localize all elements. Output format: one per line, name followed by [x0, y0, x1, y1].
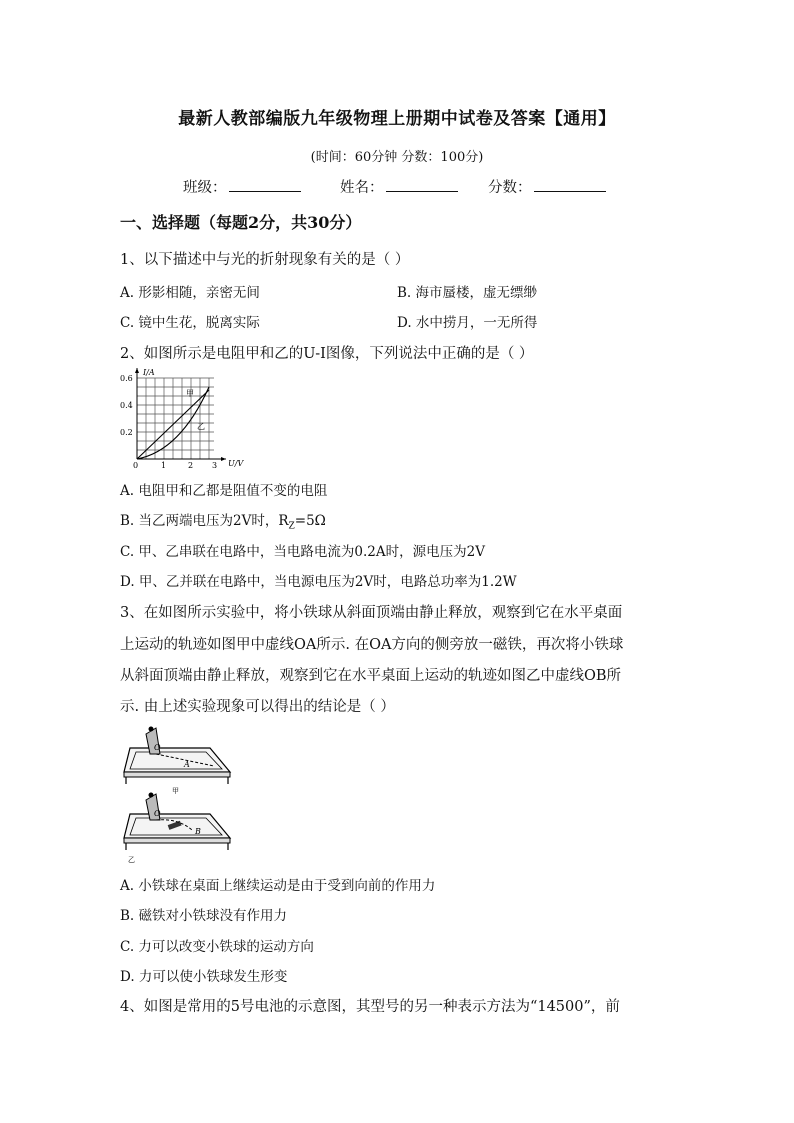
q2-ui-graph — [118, 366, 248, 474]
q3-stem-line: 上运动的轨迹如图甲中虚线OA所示. 在OA方向的侧旁放一磁铁，再次将小铁球 — [120, 637, 624, 653]
q3-option-b: B. 磁铁对小铁球没有作用力 — [120, 908, 288, 924]
y-axis-arrow — [135, 368, 139, 373]
iron-ball-jia — [149, 727, 154, 732]
label-o-yi: O — [154, 809, 161, 818]
q1-stem: 1、以下描述中与光的折射现象有关的是（ ） — [120, 252, 410, 268]
table-jia — [124, 727, 230, 796]
q3-option-c: C. 力可以改变小铁球的运动方向 — [120, 939, 314, 955]
section-heading: 一、选择题（每题2分，共30分） — [120, 213, 362, 232]
x-axis-arrow — [221, 457, 226, 461]
y-tick-label: 0.6 — [120, 374, 133, 383]
graph-ylabel: I/A — [143, 368, 155, 377]
label-b: B — [195, 827, 201, 836]
label-yi: 乙 — [197, 422, 205, 431]
q3-option-d: D. 力可以使小铁球发生形变 — [120, 969, 288, 985]
q1-option-b: B. 海市蜃楼，虚无缥缈 — [397, 285, 538, 301]
q3-stem-line: 示. 由上述实验现象可以得出的结论是（ ） — [120, 699, 395, 715]
iron-ball-yi — [149, 793, 154, 798]
q2-option-c: C. 甲、乙串联在电路中，当电路电流为0.2A时，源电压为2V — [120, 544, 485, 560]
graph-grid — [137, 378, 214, 459]
label-jia: 甲 — [186, 389, 194, 398]
page-title: 最新人教部编版九年级物理上册期中试卷及答案【通用】 — [178, 109, 616, 129]
label-a: A — [184, 760, 190, 769]
name-field — [340, 176, 458, 197]
name-blank — [386, 177, 458, 192]
q2-option-b-subscript: Z — [288, 521, 295, 532]
q2-option-d: D. 甲、乙并联在电路中，当电源电压为2V时，电路总功率为1.2W — [120, 574, 517, 590]
label-o-jia: O — [154, 743, 161, 752]
class-blank — [229, 177, 301, 192]
q1-option-a: A. 形影相随，亲密无间 — [120, 285, 260, 301]
exam-time-score: (时间：60分钟 分数：100分) — [310, 150, 484, 165]
y-tick-label: 0.4 — [120, 401, 133, 410]
score-blank — [534, 177, 606, 192]
q2-option-b — [120, 509, 326, 532]
score-field — [488, 176, 606, 197]
class-field — [183, 176, 301, 197]
q4-stem-line: 4、如图是常用的5号电池的示意图，其型号的另一种表示方法为“14500”，前 — [120, 999, 620, 1015]
q2-option-b-text: B. 当乙两端电压为2V时，R — [120, 513, 289, 529]
score-label: 分数： — [488, 180, 532, 196]
graph-xlabel: U/V — [228, 459, 244, 468]
name-label: 姓名： — [340, 180, 384, 196]
x-tick-label: 3 — [212, 461, 218, 470]
x-tick-label: 0 — [133, 461, 139, 470]
q1-option-c: C. 镜中生花，脱离实际 — [120, 315, 260, 331]
q3-stem-line: 3、在如图所示实验中，将小铁球从斜面顶端由静止释放，观察到它在水平桌面 — [120, 605, 623, 621]
y-tick-label: 0.2 — [120, 428, 133, 437]
q3-option-a: A. 小铁球在桌面上继续运动是由于受到向前的作用力 — [120, 878, 436, 894]
q2-option-b-value: =5Ω — [294, 513, 326, 529]
q2-option-a: A. 电阻甲和乙都是阻值不变的电阻 — [120, 483, 328, 499]
q3-stem-line: 从斜面顶端由静止释放，观察到它在水平桌面上运动的轨迹如图乙中虚线OB所 — [120, 668, 622, 684]
q3-experiment-figure — [118, 720, 243, 865]
caption-jia: 甲 — [172, 787, 179, 795]
class-label: 班级： — [183, 180, 227, 196]
q2-stem: 2、如图所示是电阻甲和乙的U-I图像，下列说法中正确的是（ ） — [120, 346, 534, 362]
table-yi — [124, 793, 230, 865]
caption-yi: 乙 — [128, 856, 135, 864]
q1-option-d: D. 水中捞月，一无所得 — [397, 315, 538, 331]
x-tick-label: 2 — [188, 461, 194, 470]
x-tick-label: 1 — [161, 461, 167, 470]
